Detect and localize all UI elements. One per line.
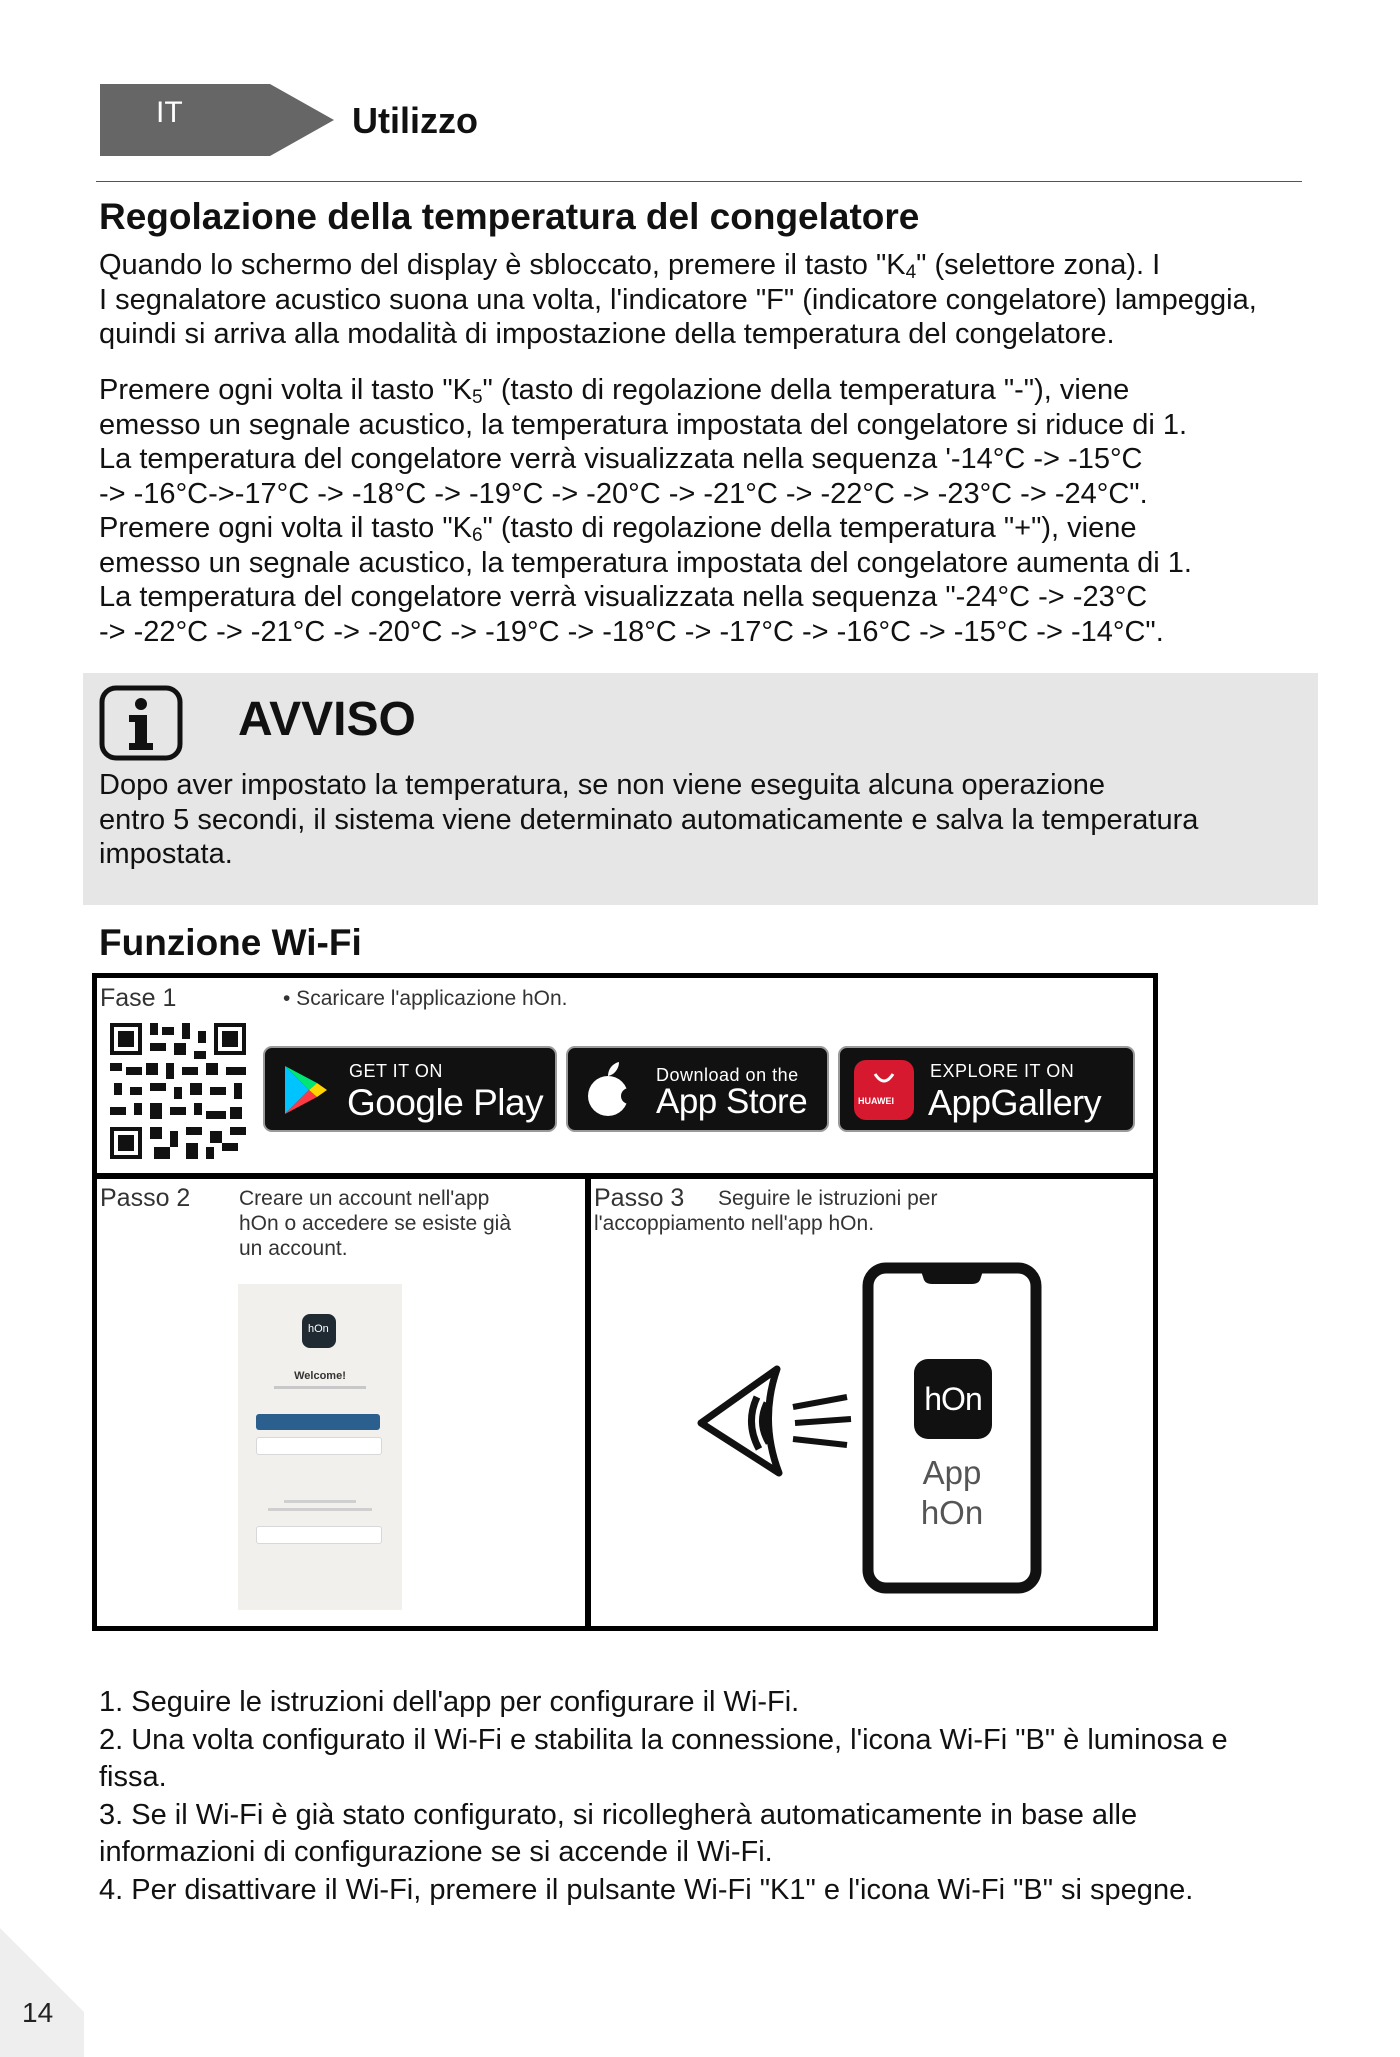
- help-line: [268, 1508, 372, 1511]
- key-subscript: 6: [471, 525, 483, 546]
- list-item: 4. Per disattivare il Wi-Fi, premere il pulsante Wi-Fi "K1" e l'icona Wi-Fi "B" si spegne.: [99, 1873, 1194, 1906]
- app-gallery-small-text: EXPLORE IT ON: [930, 1061, 1075, 1081]
- text-line: hOn o accedere se esiste già: [239, 1212, 511, 1235]
- help-line: [284, 1500, 356, 1503]
- text-fragment: Premere ogni volta il tasto "K: [99, 374, 472, 406]
- app-login-screenshot: [238, 1284, 402, 1610]
- key-subscript: 5: [471, 387, 483, 408]
- welcome-text: Welcome!: [294, 1370, 346, 1382]
- qr-code-icon: [110, 1023, 246, 1159]
- list-item: 3. Se il Wi-Fi è già stato configurato, si ricollegherà automaticamente in base alle informazioni di configurazione se si accende il Wi-Fi.: [99, 1798, 1138, 1868]
- google-play-big-text: Google Play: [347, 1082, 544, 1123]
- notice-title: AVVISO: [238, 693, 416, 746]
- step1-label: Fase 1: [100, 984, 177, 1012]
- text-fragment: " (tasto di regolazione della temperatura "+"), viene: [482, 512, 1137, 544]
- apple-icon: [586, 1060, 630, 1118]
- step2-label: Passo 2: [100, 1184, 191, 1212]
- step3-label: Passo 3: [594, 1184, 685, 1212]
- text-line: emesso un segnale acustico, la temperatura impostata del congelatore aumenta di 1.: [99, 546, 1192, 579]
- login-button[interactable]: [256, 1414, 380, 1430]
- header-divider: [96, 181, 1302, 182]
- text-line: Dopo aver impostato la temperatura, se non viene eseguita alcuna operazione: [99, 769, 1105, 801]
- temperature-intro-paragraph: [99, 248, 1329, 352]
- app-gallery-big-text: AppGallery: [928, 1082, 1102, 1123]
- eye-icon: [697, 1359, 855, 1477]
- app-label: App: [922, 1454, 982, 1491]
- list-item: 1. Seguire le istruzioni dell'app per configurare il Wi-Fi.: [99, 1686, 800, 1718]
- app-gallery-badge[interactable]: [838, 1046, 1135, 1132]
- info-icon: [99, 685, 183, 761]
- huawei-app-gallery-icon: [854, 1060, 914, 1120]
- app-store-big-text: App Store: [656, 1082, 808, 1121]
- google-play-badge[interactable]: [263, 1046, 557, 1132]
- app-store-small-text: Download on the: [656, 1065, 799, 1085]
- google-play-icon: [281, 1064, 331, 1116]
- page-number: 14: [22, 1997, 54, 2028]
- frame-divider: [585, 1176, 591, 1631]
- demo-button[interactable]: [256, 1526, 382, 1544]
- smartphone-illustration: [862, 1262, 1042, 1594]
- text-line: [99, 248, 1329, 283]
- subtitle-line: [274, 1386, 366, 1389]
- hon-app-icon-text: hOn: [308, 1323, 329, 1335]
- section-label: Utilizzo: [352, 100, 478, 141]
- step1-text: • Scaricare l'applicazione hOn.: [283, 987, 568, 1010]
- text-line: La temperatura del congelatore verrà visualizzata nella sequenza "-24°C -> -23°C: [99, 581, 1148, 613]
- text-line: impostata.: [99, 838, 233, 870]
- text-line: [99, 373, 1329, 408]
- signup-button[interactable]: [256, 1437, 382, 1455]
- frame-divider: [92, 1173, 1158, 1179]
- text-fragment: " (selettore zona). I: [916, 249, 1161, 281]
- text-line: l'accoppiamento nell'app hOn.: [594, 1212, 875, 1235]
- text-fragment: Quando lo schermo del display è sbloccato, premere il tasto "K: [99, 249, 906, 281]
- step2-text: [239, 1186, 569, 1261]
- text-line: quindi si arriva alla modalità di impostazione della temperatura del congelatore.: [99, 318, 1115, 350]
- text-line: [99, 511, 1329, 546]
- notice-text: [99, 768, 1299, 872]
- temperature-section-title: Regolazione della temperatura del congelatore: [99, 196, 920, 237]
- hon-app-icon: [302, 1314, 336, 1348]
- text-line: -> -22°C -> -21°C -> -20°C -> -19°C -> -18°C -> -17°C -> -16°C -> -15°C -> -14°C".: [99, 615, 1164, 648]
- text-fragment: Premere ogni volta il tasto "K: [99, 512, 472, 544]
- text-fragment: " (tasto di regolazione della temperatura "-"), viene: [482, 374, 1130, 406]
- text-line: entro 5 secondi, il sistema viene determinato automaticamente e salva la temperatura: [99, 803, 1199, 836]
- language-code: IT: [156, 96, 183, 129]
- text-line: Creare un account nell'app: [239, 1187, 490, 1210]
- app-store-badge[interactable]: [566, 1046, 829, 1132]
- key-subscript: 4: [905, 262, 917, 283]
- huawei-brand-text: HUAWEI: [858, 1096, 894, 1106]
- app-name-label: hOn: [920, 1494, 984, 1531]
- language-tab: [100, 84, 334, 156]
- text-line: La temperatura del congelatore verrà visualizzata nella sequenza '-14°C -> -15°C: [99, 443, 1143, 475]
- text-line: Seguire le istruzioni per: [718, 1187, 938, 1210]
- bag-handle-icon: [872, 1072, 896, 1086]
- wifi-instructions-list: [99, 1684, 1279, 1909]
- temperature-adjust-paragraph: [99, 373, 1329, 649]
- google-play-small-text: GET IT ON: [349, 1061, 443, 1081]
- text-line: un account.: [239, 1237, 348, 1260]
- wifi-section-title: Funzione Wi-Fi: [99, 922, 362, 963]
- list-item: 2. Una volta configurato il Wi-Fi e stabilita la connessione, l'icona Wi-Fi "B" è luminosa e fissa.: [99, 1723, 1228, 1793]
- text-line: -> -16°C->-17°C -> -18°C -> -19°C -> -20°C -> -21°C -> -22°C -> -23°C -> -24°C".: [99, 477, 1148, 510]
- hon-logo-text: hOn: [924, 1381, 982, 1417]
- step3-text: [594, 1186, 1114, 1236]
- page-corner-tab: [0, 1928, 84, 2057]
- hon-app-icon: [914, 1359, 992, 1439]
- text-line: I segnalatore acustico suona una volta, l'indicatore "F" (indicatore congelatore) lampeggia,: [99, 283, 1257, 316]
- text-line: emesso un segnale acustico, la temperatura impostata del congelatore si riduce di 1.: [99, 408, 1188, 441]
